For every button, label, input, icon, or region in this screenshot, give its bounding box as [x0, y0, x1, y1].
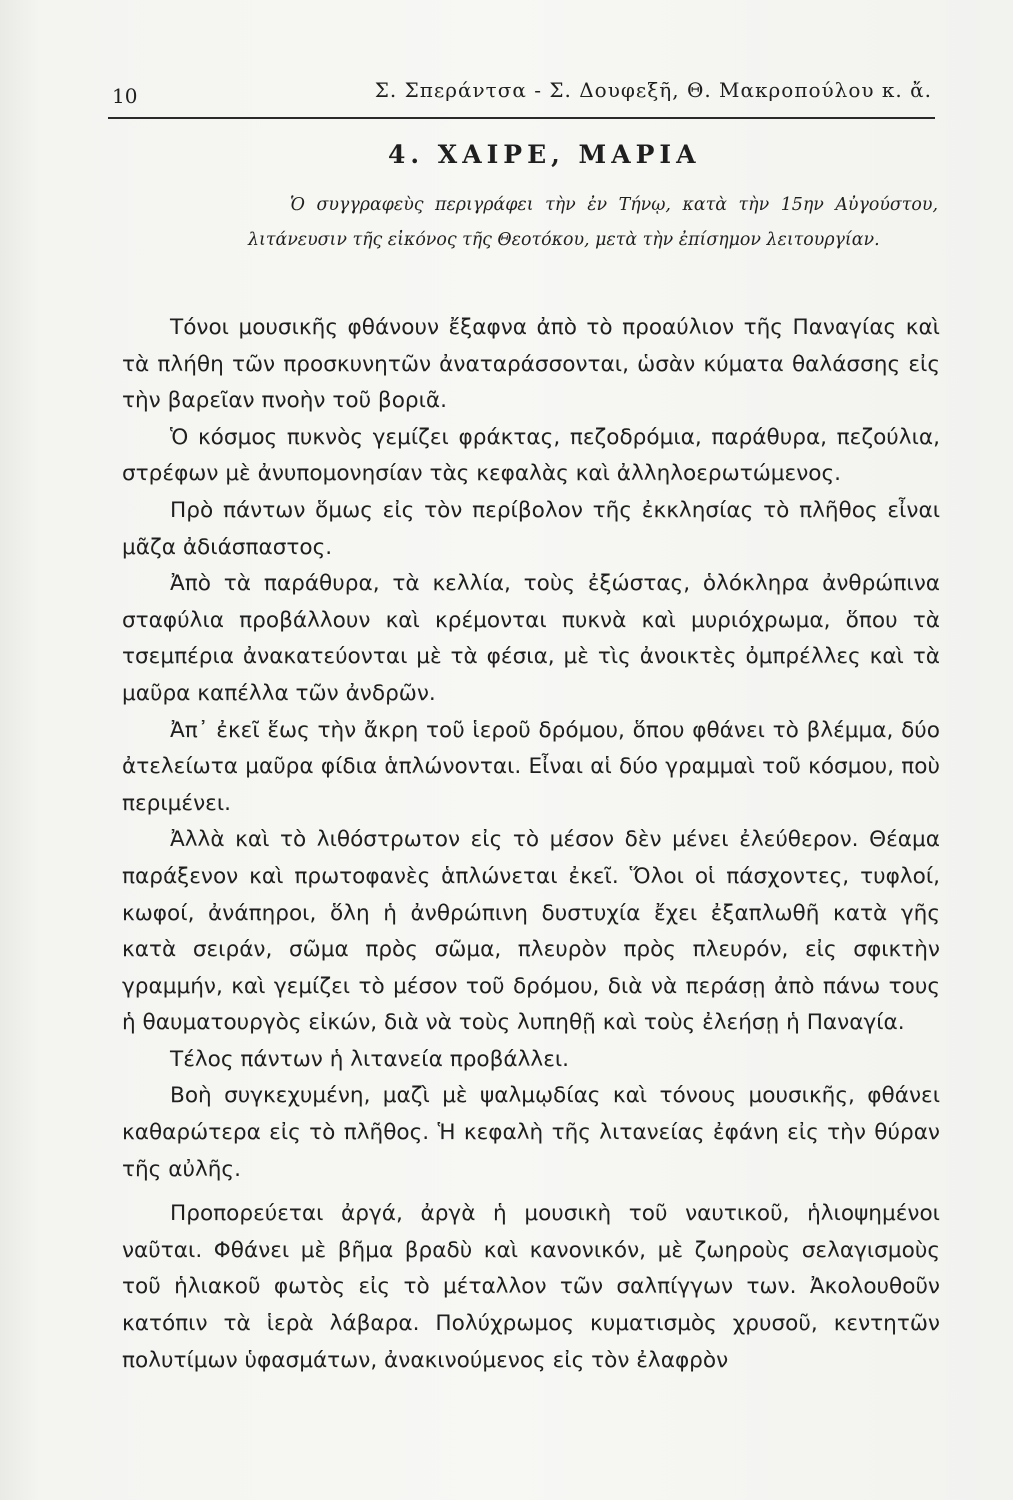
paragraph: Τέλος πάντων ἡ λιτανεία προβάλλει.: [170, 1046, 570, 1072]
chapter-title: 4. ΧΑΙΡΕ, ΜΑΡΙΑ: [388, 140, 701, 169]
paragraph: Προπορεύεται ἀργά, ἀργὰ ἡ μουσικὴ τοῦ ναυτικοῦ, ἡλιοψημένοι ναῦται. Φθάνει μὲ βῆμα βραδὺ καὶ κανονικόν, μὲ ζωηροὺς σελαγισμοὺς τοῦ ἡλιακοῦ φωτὸς εἰς τὸ μέταλλον τῶν σαλπίγγων των. Ἀκολουθοῦν κατόπιν τὰ ἱερὰ λάβαρα. Πολύχρωμος κυματισμὸς χρυσοῦ, κεντητῶν πολυτίμων ὑφασμάτων, ἀνακινούμενος εἰς τὸν ἐλαφρὸν: [122, 1201, 940, 1373]
paragraph: Ἀλλὰ καὶ τὸ λιθόστρωτον εἰς τὸ μέσον δὲν μένει ἐλεύθερον. Θέαμα παράξενον καὶ πρωτοφανὲς ἁπλώνεται ἐκεῖ. Ὅλοι οἱ πάσχοντες, τυφλοί, κωφοί, ἀνάπηροι, ὅλη ἡ ἀνθρώπινη δυστυχία ἔχει ἐξαπλωθῆ κατὰ γῆς κατὰ σειράν, σῶμα πρὸς σῶμα, πλευρὸν πρὸς πλευρόν, εἰς σφικτὴν γραμμήν, καὶ γεμίζει τὸ μέσον τοῦ δρόμου, διὰ νὰ περάσῃ ἀπὸ πάνω τους ἡ θαυματουργὸς εἰκών, διὰ νὰ τοὺς λυπηθῇ καὶ τοὺς ἐλεήσῃ ἡ Παναγία.: [122, 827, 940, 1036]
paragraph: Πρὸ πάντων ὅμως εἰς τὸν περίβολον τῆς ἐκκλησίας τὸ πλῆθος εἶναι μᾶζα ἀδιάσπαστος.: [122, 497, 940, 560]
paragraph: Τόνοι μουσικῆς φθάνουν ἔξαφνα ἀπὸ τὸ προαύλιον τῆς Παναγίας καὶ τὰ πλήθη τῶν προσκυνητῶν ἀναταράσσονται, ὡσὰν κύματα θαλάσσης εἰς τὴν βαρεῖαν πνοὴν τοῦ βοριᾶ.: [122, 315, 940, 414]
body-text: [122, 310, 940, 1379]
chapter-intro: Ὁ συγγραφεὺς περιγράφει τὴν ἐν Τήνῳ, κατὰ τὴν 15ην Αὐγούστου, λιτάνευσιν τῆς εἰκόνος τῆς Θεοτόκου, μετὰ τὴν ἐπίσημον λειτουργίαν.: [248, 195, 938, 250]
running-head: Σ. Σπεράντσα - Σ. Δουφεξῆ, Θ. Μακροπούλου κ. ἄ.: [374, 78, 932, 102]
page-number: 10: [112, 84, 138, 108]
paragraph: Ἀπ᾽ ἐκεῖ ἕως τὴν ἄκρη τοῦ ἱεροῦ δρόμου, ὅπου φθάνει τὸ βλέμμα, δύο ἀτελείωτα μαῦρα φίδια ἁπλώνονται. Εἶναι αἱ δύο γραμμαὶ τοῦ κόσμου, ποὺ περιμένει.: [122, 717, 940, 816]
page-header: [112, 78, 932, 114]
header-rule: [108, 117, 935, 119]
paragraph: Βοὴ συγκεχυμένη, μαζὶ μὲ ψαλμῳδίας καὶ τόνους μουσικῆς, φθάνει καθαρώτερα εἰς τὸ πλῆθος. Ἡ κεφαλὴ τῆς λιτανείας ἐφάνη εἰς τὴν θύραν τῆς αὐλῆς.: [122, 1083, 940, 1182]
paragraph: Ὁ κόσμος πυκνὸς γεμίζει φράκτας, πεζοδρόμια, παράθυρα, πεζούλια, στρέφων μὲ ἀνυπομονησίαν τὰς κεφαλὰς καὶ ἀλληλοερωτώμενος.: [122, 424, 940, 487]
paragraph: Ἀπὸ τὰ παράθυρα, τὰ κελλία, τοὺς ἐξώστας, ὁλόκληρα ἀνθρώπινα σταφύλια προβάλλουν καὶ κρέμονται πυκνὰ καὶ μυριόχρωμα, ὅπου τὰ τσεμπέρια ἀνακατεύονται μὲ τὰ φέσια, μὲ τὶς ἀνοικτὲς ὀμπρέλλες καὶ τὰ μαῦρα καπέλλα τῶν ἀνδρῶν.: [122, 571, 940, 706]
